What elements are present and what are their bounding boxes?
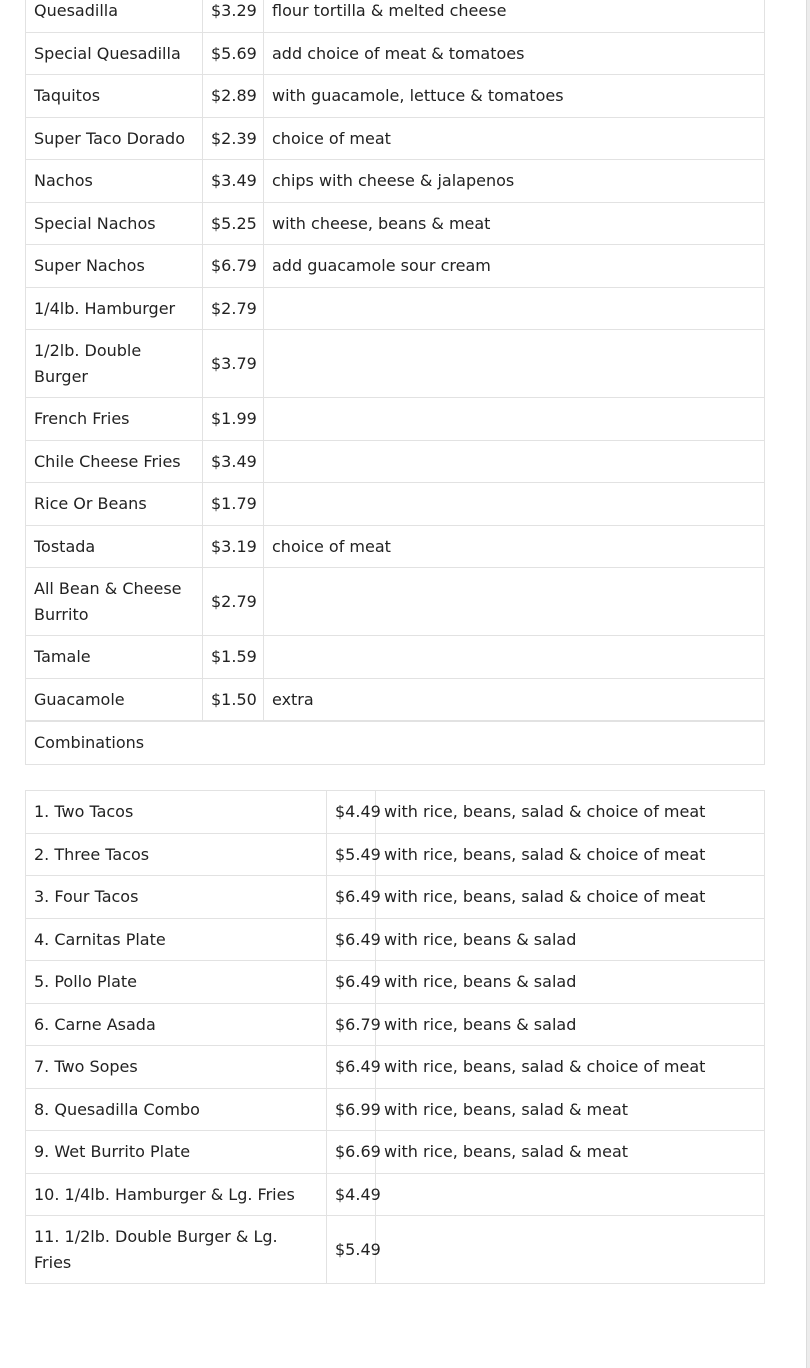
table-row: [26, 0, 765, 32]
item-name: 1/2lb. Double Burger: [26, 330, 203, 398]
item-price: $5.25: [203, 202, 264, 245]
item-name: 3. Four Tacos: [26, 876, 327, 919]
table-row: [26, 1003, 765, 1046]
table-row: [26, 1131, 765, 1174]
item-price: $6.79: [327, 1003, 376, 1046]
item-name: All Bean & Cheese Burrito: [26, 568, 203, 636]
combinations-heading-row: [26, 722, 765, 765]
item-price: $1.59: [203, 636, 264, 679]
item-description: with rice, beans, salad & choice of meat: [376, 876, 765, 919]
item-description: with cheese, beans & meat: [264, 202, 765, 245]
item-description: choice of meat: [264, 117, 765, 160]
item-description: [376, 1216, 765, 1284]
table-row: [26, 398, 765, 441]
item-description: flour tortilla & melted cheese: [264, 0, 765, 32]
combinations-table-wrap: [25, 790, 765, 1284]
table-row: [26, 330, 765, 398]
item-price: $6.49: [327, 876, 376, 919]
item-name: Quesadilla: [26, 0, 203, 32]
item-name: Chile Cheese Fries: [26, 440, 203, 483]
item-name: Taquitos: [26, 75, 203, 118]
item-description: extra: [264, 678, 765, 721]
item-price: $4.49: [327, 1173, 376, 1216]
item-description: with rice, beans & salad: [376, 1003, 765, 1046]
item-price: $5.69: [203, 32, 264, 75]
item-description: [264, 440, 765, 483]
item-price: $6.49: [327, 961, 376, 1004]
item-description: with rice, beans, salad & choice of meat: [376, 1046, 765, 1089]
item-name: Super Taco Dorado: [26, 117, 203, 160]
table-row: [26, 876, 765, 919]
item-name: 10. 1/4lb. Hamburger & Lg. Fries: [26, 1173, 327, 1216]
item-price: $6.79: [203, 245, 264, 288]
table-row: [26, 636, 765, 679]
item-price: $1.50: [203, 678, 264, 721]
item-description: [264, 287, 765, 330]
item-description: with rice, beans, salad & choice of meat: [376, 833, 765, 876]
item-description: [376, 1173, 765, 1216]
item-description: add choice of meat & tomatoes: [264, 32, 765, 75]
item-price: $2.89: [203, 75, 264, 118]
table-row: [26, 918, 765, 961]
table-row: [26, 1046, 765, 1089]
item-description: add guacamole sour cream: [264, 245, 765, 288]
table-row: [26, 245, 765, 288]
item-price: $1.79: [203, 483, 264, 526]
item-name: Tamale: [26, 636, 203, 679]
item-name: 1. Two Tacos: [26, 791, 327, 834]
item-description: with guacamole, lettuce & tomatoes: [264, 75, 765, 118]
table-row: [26, 833, 765, 876]
table-row: [26, 202, 765, 245]
item-name: French Fries: [26, 398, 203, 441]
item-price: $6.49: [327, 1046, 376, 1089]
item-description: [264, 330, 765, 398]
table-row: [26, 483, 765, 526]
item-name: 8. Quesadilla Combo: [26, 1088, 327, 1131]
item-name: 7. Two Sopes: [26, 1046, 327, 1089]
item-price: $2.39: [203, 117, 264, 160]
menu-items-table: [25, 0, 765, 721]
item-name: 4. Carnitas Plate: [26, 918, 327, 961]
item-description: with rice, beans & salad: [376, 961, 765, 1004]
item-price: $3.29: [203, 0, 264, 32]
combinations-table: [25, 790, 765, 1284]
item-name: Special Quesadilla: [26, 32, 203, 75]
table-row: [26, 961, 765, 1004]
combinations-heading: Combinations: [26, 722, 765, 765]
item-price: $5.49: [327, 833, 376, 876]
item-price: $3.79: [203, 330, 264, 398]
item-price: $6.69: [327, 1131, 376, 1174]
table-row: [26, 32, 765, 75]
scrollbar-edge[interactable]: [806, 0, 810, 1368]
item-description: with rice, beans, salad & meat: [376, 1131, 765, 1174]
item-description: choice of meat: [264, 525, 765, 568]
item-name: 5. Pollo Plate: [26, 961, 327, 1004]
item-name: 2. Three Tacos: [26, 833, 327, 876]
item-price: $3.49: [203, 160, 264, 203]
combinations-heading-box: [25, 721, 765, 765]
table-row: [26, 117, 765, 160]
table-row: [26, 1088, 765, 1131]
item-name: 6. Carne Asada: [26, 1003, 327, 1046]
menu-items-body: [26, 0, 765, 721]
item-name: 1/4lb. Hamburger: [26, 287, 203, 330]
item-name: 11. 1/2lb. Double Burger & Lg. Fries: [26, 1216, 327, 1284]
item-name: Special Nachos: [26, 202, 203, 245]
table-row: [26, 440, 765, 483]
item-name: Rice Or Beans: [26, 483, 203, 526]
table-row: [26, 1216, 765, 1284]
item-name: Super Nachos: [26, 245, 203, 288]
menu-items-table-wrap: [25, 0, 765, 721]
item-price: $5.49: [327, 1216, 376, 1284]
item-description: [264, 636, 765, 679]
item-name: Nachos: [26, 160, 203, 203]
table-row: [26, 568, 765, 636]
item-price: $3.19: [203, 525, 264, 568]
item-price: $1.99: [203, 398, 264, 441]
item-name: Guacamole: [26, 678, 203, 721]
item-price: $6.49: [327, 918, 376, 961]
item-price: $4.49: [327, 791, 376, 834]
item-description: [264, 483, 765, 526]
item-description: with rice, beans, salad & choice of meat: [376, 791, 765, 834]
item-description: [264, 568, 765, 636]
item-description: with rice, beans, salad & meat: [376, 1088, 765, 1131]
item-name: Tostada: [26, 525, 203, 568]
table-row: [26, 75, 765, 118]
item-price: $3.49: [203, 440, 264, 483]
item-price: $2.79: [203, 287, 264, 330]
combinations-heading-table: [25, 721, 765, 765]
table-row: [26, 287, 765, 330]
item-name: 9. Wet Burrito Plate: [26, 1131, 327, 1174]
table-row: [26, 160, 765, 203]
table-row: [26, 525, 765, 568]
table-row: [26, 678, 765, 721]
item-description: [264, 398, 765, 441]
table-row: [26, 791, 765, 834]
item-description: chips with cheese & jalapenos: [264, 160, 765, 203]
combinations-body: [26, 791, 765, 1284]
table-row: [26, 1173, 765, 1216]
item-price: $2.79: [203, 568, 264, 636]
item-price: $6.99: [327, 1088, 376, 1131]
item-description: with rice, beans & salad: [376, 918, 765, 961]
